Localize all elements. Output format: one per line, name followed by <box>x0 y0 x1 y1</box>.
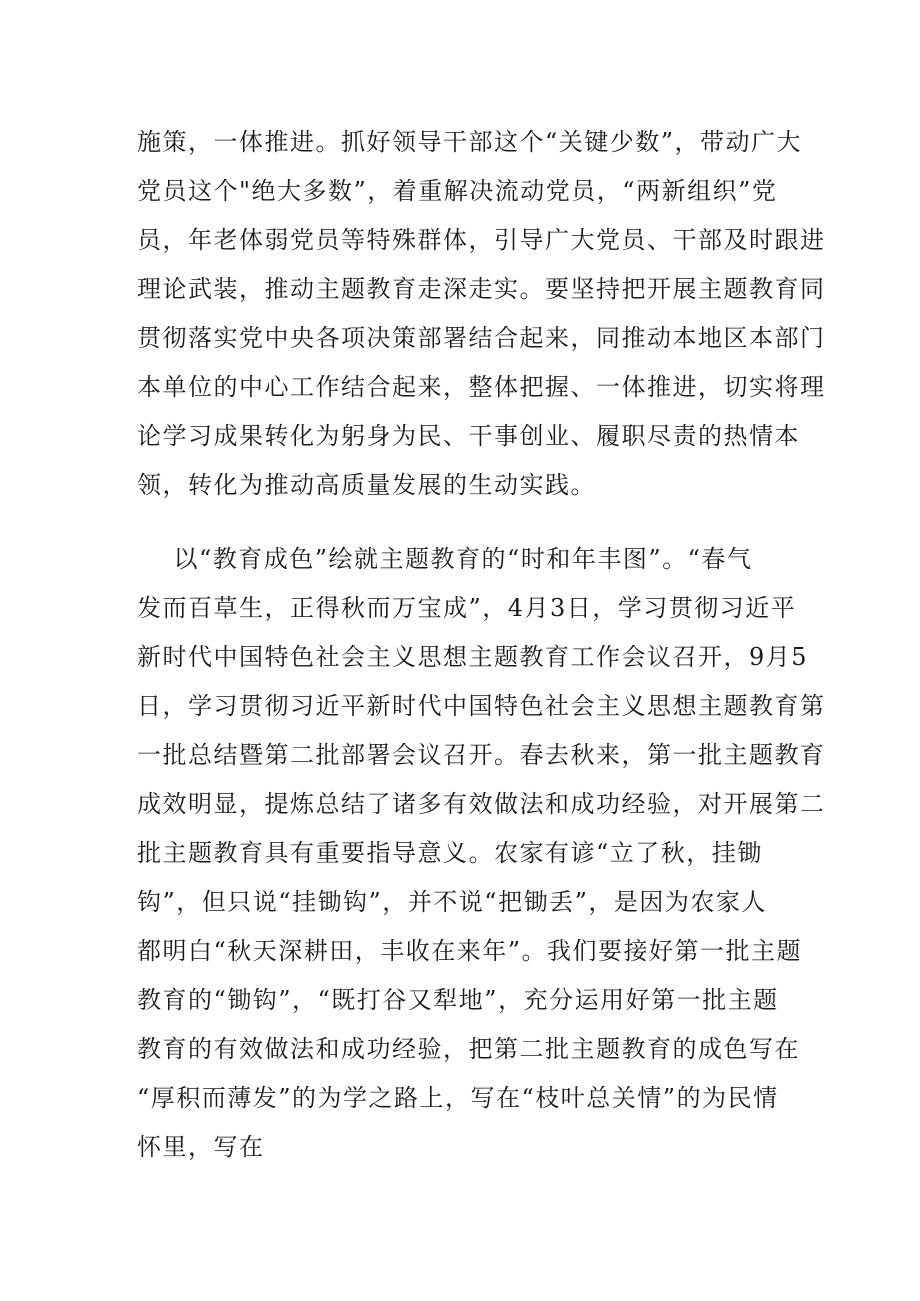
text-line: 教育的有效做法和成功经验，把第二批主题教育的成色写在 <box>137 1035 800 1063</box>
text-line: 论学习成果转化为躬身为民、干事创业、履职尽责的热情本 <box>137 422 800 450</box>
text-line: 以“教育成色”绘就主题教育的“时和年丰图”。“春气 <box>137 545 753 573</box>
text-line: 本单位的中心工作结合起来，整体把握、一体推进，切实将理 <box>137 373 826 401</box>
text-line: “厚积而薄发”的为学之路上，写在“枝叶总关情”的为民情 <box>137 1084 779 1112</box>
text-line: 员，年老体弱党员等特殊群体，引导广大党员、干部及时跟进 <box>137 226 826 254</box>
text-line: 都明白“秋天深耕田，丰收在来年”。我们要接好第一批主题 <box>137 937 803 965</box>
document-body <box>137 118 826 1172</box>
text-line: 施策，一体推进。抓好领导干部这个“关键少数”，带动广大 <box>137 128 803 156</box>
text-line: 成效明显，提炼总结了诸多有效做法和成功经验，对开展第二 <box>137 790 826 818</box>
text-line: 新时代中国特色社会主义思想主题教育工作会议召开，9月5 <box>137 643 809 671</box>
paragraph-spacer <box>137 510 777 535</box>
text-line: 贯彻落实党中央各项决策部署结合起来，同推动本地区本部门 <box>137 324 826 352</box>
text-line: 教育的“锄钩”，“既打谷又犁地”，充分运用好第一批主题 <box>137 986 779 1014</box>
text-line: 怀里，写在 <box>137 1133 265 1161</box>
text-line: 理论武装，推动主题教育走深走实。要坚持把开展主题教育同 <box>137 275 826 303</box>
text-line: 一批总结暨第二批部署会议召开。春去秋来，第一批主题教育 <box>137 741 826 769</box>
text-line: 党员这个"绝大多数”，着重解决流动党员，“两新组织”党 <box>137 177 778 205</box>
paragraph-1 <box>137 118 826 510</box>
paragraph-2 <box>137 535 826 1172</box>
text-line: 发而百草生，正得秋而万宝成”，4月3日，学习贯彻习近平 <box>137 594 797 622</box>
text-line: 批主题教育具有重要指导意义。农家有谚“立了秋，挂锄 <box>137 839 763 867</box>
text-line: 领，转化为推动高质量发展的生动实践。 <box>137 471 596 499</box>
text-line: 日，学习贯彻习近平新时代中国特色社会主义思想主题教育第 <box>137 692 826 720</box>
text-line: 钩”，但只说“挂锄钩”，并不说“把锄丢”，是因为农家人 <box>137 888 767 916</box>
